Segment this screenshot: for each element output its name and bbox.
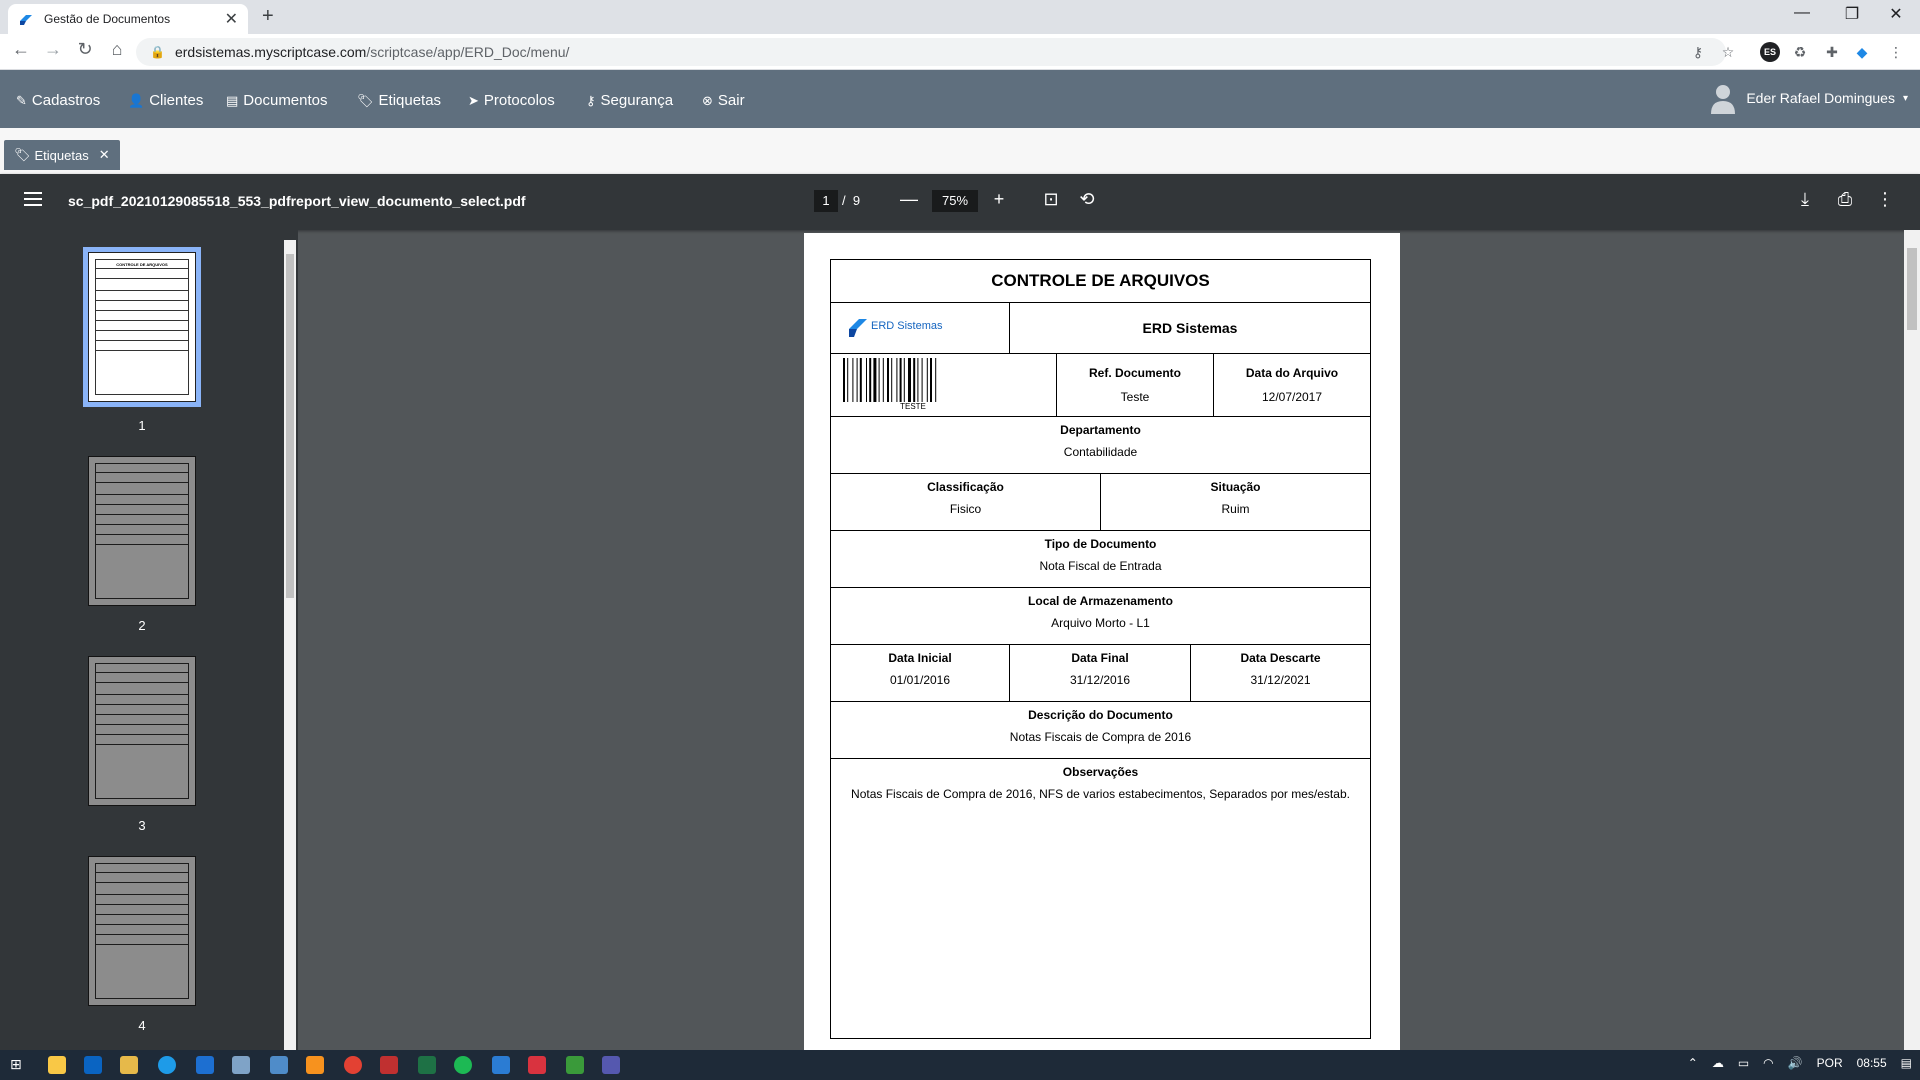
situacao-cell	[1101, 474, 1370, 530]
menu-etiquetas[interactable]: 🏷 Etiquetas	[357, 92, 442, 109]
app-menu-bar	[0, 70, 1920, 128]
erd-favicon-icon	[18, 11, 34, 27]
page-number-input[interactable]: 1	[814, 190, 838, 212]
departamento-cell	[831, 417, 1370, 473]
local-value: Arquivo Morto - L1	[1051, 616, 1150, 630]
edit-icon: ✎	[16, 92, 27, 108]
data-inicial-cell	[831, 645, 1010, 701]
chevron-up-icon[interactable]: ⌃	[1687, 1056, 1698, 1070]
profile-avatar[interactable]: ES	[1760, 42, 1780, 62]
folder-icon[interactable]	[120, 1056, 138, 1074]
cloud-icon[interactable]: ☁	[1711, 1056, 1724, 1070]
browser-tab[interactable]	[8, 4, 248, 34]
thumbnail-frame	[95, 463, 189, 599]
barcode	[843, 358, 983, 402]
windows-taskbar	[0, 1050, 1920, 1080]
data-arquivo-label: Data do Arquivo	[1245, 366, 1339, 380]
close-tab-icon[interactable]: ✕	[98, 147, 110, 162]
clock[interactable]: 08:55	[1856, 1056, 1887, 1070]
puzzle-extensions-icon[interactable]: ✚	[1826, 44, 1838, 60]
ref-documento-label: Ref. Documento	[1088, 366, 1181, 380]
pdf-file-name: sc_pdf_20210129085518_553_pdfreport_view_documento_select.pdf	[68, 193, 526, 209]
shield-app-icon[interactable]	[528, 1056, 546, 1074]
browser-menu-icon[interactable]: ⋮	[1889, 44, 1903, 60]
thumbnail-title: CONTROLE DE ARQUIVOS	[116, 262, 168, 267]
thumbnail-frame	[95, 259, 189, 395]
sublime-icon[interactable]	[306, 1056, 324, 1074]
user-icon: 👤	[128, 92, 145, 108]
thumbnail-label: 4	[138, 1018, 146, 1033]
app-icon[interactable]	[270, 1056, 288, 1074]
pdf-page	[804, 233, 1400, 1050]
classificacao-label: Classificação	[927, 480, 1004, 494]
main-scrollbar[interactable]	[1904, 230, 1920, 1050]
local-cell	[831, 588, 1370, 644]
doc-local-row	[831, 588, 1370, 645]
classificacao-cell	[831, 474, 1101, 530]
main-scrollbar-thumb[interactable]	[1907, 248, 1917, 330]
doc-departamento-row	[831, 417, 1370, 474]
doc-title: CONTROLE DE ARQUIVOS	[991, 271, 1210, 290]
tab-etiquetas[interactable]: 🏷 Etiquetas ✕	[4, 140, 120, 170]
excel-icon[interactable]	[418, 1056, 436, 1074]
zoom-input[interactable]: 75%	[932, 190, 978, 212]
tags-icon: 🏷	[14, 147, 31, 162]
language-indicator[interactable]: POR	[1816, 1056, 1843, 1070]
barcode-cell	[831, 354, 1057, 416]
windows-start-icon[interactable]: ⊞	[10, 1056, 22, 1072]
doc-tipo-row	[831, 531, 1370, 588]
observacoes-value: Notas Fiscais de Compra de 2016, NFS de varios estabecimentos, Separados por mes/estab.	[851, 787, 1350, 801]
classificacao-value: Fisico	[949, 502, 982, 516]
url-path: /scriptcase/app/ERD_Doc/menu/	[366, 44, 570, 60]
company-name: ERD Sistemas	[1142, 320, 1238, 336]
spotify-icon[interactable]	[454, 1056, 472, 1074]
document-form	[830, 259, 1371, 1039]
edge-icon[interactable]	[158, 1056, 176, 1074]
caret-down-icon: ▾	[1902, 92, 1908, 104]
doc-classificacao-row	[831, 474, 1370, 531]
mail-icon[interactable]	[196, 1056, 214, 1074]
more-options-icon[interactable]: ⋮	[1876, 189, 1894, 209]
thumbnail-page-2[interactable]	[88, 456, 196, 606]
thumbnail-label: 2	[138, 618, 146, 633]
departamento-label: Departamento	[1060, 423, 1141, 437]
doc-datas-row	[831, 645, 1370, 702]
data-final-label: Data Final	[1071, 651, 1129, 665]
data-inicial-label: Data Inicial	[888, 651, 952, 665]
erd-logo-icon	[847, 315, 869, 339]
reload-icon[interactable]: ↻	[77, 39, 93, 59]
menu-seguranca[interactable]: ⚷ Segurança	[586, 92, 674, 109]
notepad-icon[interactable]	[232, 1056, 250, 1074]
menu-clientes[interactable]: 👤 Clientes	[128, 92, 204, 109]
situacao-label: Situação	[1210, 480, 1261, 494]
download-icon[interactable]: ⤓	[1801, 189, 1809, 209]
departamento-value: Contabilidade	[1063, 445, 1138, 459]
inbox-icon: ▤	[226, 92, 239, 108]
doc-ref-row	[831, 354, 1370, 417]
thumbnail-frame	[95, 663, 189, 799]
ref-documento-cell	[1057, 354, 1214, 416]
print-icon[interactable]: ⎙	[1837, 189, 1853, 209]
window-close-icon[interactable]: ✕	[1889, 6, 1903, 23]
menu-sair[interactable]: ⊗ Sair	[702, 92, 745, 109]
user-avatar-icon	[1710, 82, 1736, 114]
ref-documento-value: Teste	[1120, 390, 1150, 404]
fit-page-icon[interactable]: ⊡	[1043, 189, 1059, 209]
total-pages: 9	[852, 193, 861, 208]
data-descarte-value: 31/12/2021	[1250, 673, 1311, 687]
key-icon: ⚷	[586, 92, 596, 108]
local-label: Local de Armazenamento	[1028, 594, 1173, 608]
notifications-icon[interactable]: ▤	[1900, 1056, 1912, 1070]
forward-icon[interactable]: →	[44, 39, 62, 59]
outlook-icon[interactable]	[84, 1056, 102, 1074]
new-tab-icon[interactable]: +	[262, 5, 274, 27]
logo-text: ERD Sistemas	[871, 320, 943, 332]
user-menu[interactable]	[1710, 82, 1908, 114]
data-arquivo-value: 12/07/2017	[1261, 390, 1323, 404]
chrome-icon[interactable]	[344, 1056, 362, 1074]
lock-icon: 🔒	[150, 45, 165, 59]
observacoes-label: Observações	[1062, 765, 1139, 779]
menu-protocolos[interactable]: ➤ Protocolos	[468, 92, 555, 109]
close-tab-icon[interactable]: ✕	[224, 11, 238, 28]
window-app-icon[interactable]	[566, 1056, 584, 1074]
url-host: erdsistemas.myscriptcase.com	[174, 44, 367, 60]
close-circle-icon: ⊗	[702, 92, 713, 108]
descricao-value: Notas Fiscais de Compra de 2016	[1009, 730, 1192, 744]
thumbnail-label: 3	[138, 818, 146, 833]
thumbnail-page-1[interactable]	[88, 252, 196, 402]
sidebar-menu-icon[interactable]	[24, 192, 42, 210]
tipo-cell	[831, 531, 1370, 587]
page-count: / 9	[842, 193, 861, 208]
data-inicial-value: 01/01/2016	[889, 673, 951, 687]
logo-cell	[831, 303, 1010, 353]
tipo-label: Tipo de Documento	[1044, 537, 1157, 551]
thumbnail-page-3[interactable]	[88, 656, 196, 806]
thumbnail-frame	[95, 863, 189, 999]
battery-icon[interactable]: ▭	[1737, 1056, 1750, 1070]
system-tray	[1688, 1056, 1912, 1070]
data-final-cell	[1010, 645, 1191, 701]
browser-tab-strip	[0, 0, 1920, 34]
teams-icon[interactable]	[602, 1056, 620, 1074]
situacao-value: Ruim	[1221, 502, 1250, 516]
menu-cadastros[interactable]: ✎ Cadastros	[16, 92, 101, 109]
minimize-icon[interactable]: —	[1794, 4, 1810, 21]
word-icon[interactable]	[492, 1056, 510, 1074]
descricao-cell	[831, 702, 1370, 758]
rotate-icon[interactable]: ⟲	[1079, 189, 1095, 209]
app-tab-bar	[0, 128, 1920, 174]
tipo-value: Nota Fiscal de Entrada	[1039, 559, 1162, 573]
browser-toolbar	[0, 34, 1920, 70]
browser-tab-title: Gestão de Documentos	[44, 12, 171, 26]
paper-plane-icon: ➤	[468, 92, 479, 108]
doc-title-row	[831, 260, 1370, 303]
zoom-in-icon[interactable]: +	[993, 189, 1005, 209]
pdf-toolbar	[0, 174, 1920, 230]
tags-icon: 🏷	[357, 92, 374, 108]
observacoes-block	[831, 759, 1370, 801]
doc-descricao-row	[831, 702, 1370, 759]
home-icon[interactable]: ⌂	[111, 39, 123, 59]
thumbnail-sidebar	[0, 230, 298, 1050]
descricao-label: Descrição do Documento	[1028, 708, 1173, 722]
back-icon[interactable]: ←	[12, 39, 30, 59]
volume-icon[interactable]: 🔊	[1787, 1056, 1803, 1070]
key-icon[interactable]: ⚷	[1692, 44, 1704, 60]
menu-documentos[interactable]: ▤ Documentos	[226, 92, 328, 109]
thumbnail-page-4[interactable]	[88, 856, 196, 1006]
data-final-value: 31/12/2016	[1069, 673, 1131, 687]
data-descarte-cell	[1191, 645, 1370, 701]
filezilla-icon[interactable]	[380, 1056, 398, 1074]
user-name: Eder Rafael Domingues	[1746, 90, 1895, 106]
restore-icon[interactable]: ❐	[1844, 6, 1860, 23]
thumbnail-label: 1	[138, 418, 146, 433]
sidebar-scrollbar-thumb[interactable]	[286, 254, 294, 598]
zoom-out-icon[interactable]: —	[900, 189, 918, 209]
recycle-extension-icon[interactable]: ♻	[1793, 44, 1807, 60]
doc-company-row	[831, 303, 1370, 354]
wifi-icon[interactable]: ◠	[1763, 1056, 1774, 1070]
erd-extension-icon[interactable]: ◆	[1856, 44, 1868, 60]
data-descarte-label: Data Descarte	[1240, 651, 1321, 665]
file-explorer-icon[interactable]	[48, 1056, 66, 1074]
star-icon[interactable]: ☆	[1721, 44, 1735, 60]
data-arquivo-cell	[1214, 354, 1370, 416]
barcode-text: TESTE	[900, 402, 926, 411]
address-bar[interactable]	[136, 38, 1726, 66]
